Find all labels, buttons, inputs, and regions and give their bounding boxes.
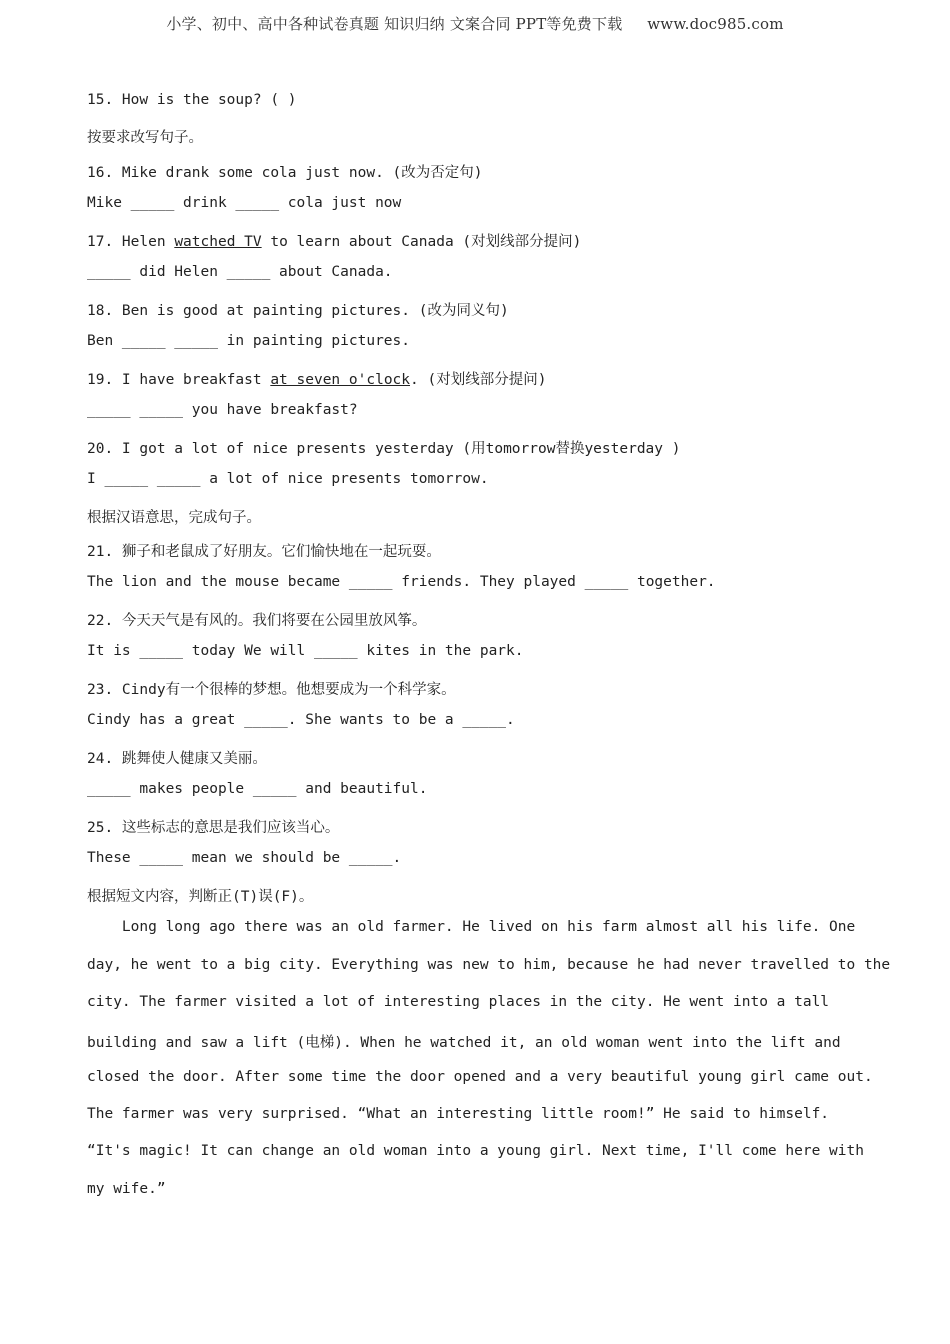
- answer-20: I _____ _____ a lot of nice presents tomorrow.: [87, 471, 489, 487]
- question-21: 21. 狮子和老鼠成了好朋友。它们愉快地在一起玩耍。: [87, 544, 441, 560]
- answer-21: The lion and the mouse became _____ friends. They played _____ together.: [87, 574, 716, 590]
- section-heading-translate: 根据汉语意思，完成句子。: [87, 510, 261, 526]
- question-18: 18. Ben is good at painting pictures. (改为同义句): [87, 303, 509, 319]
- q19-underlined: at seven o'clock: [270, 372, 411, 388]
- answer-19: _____ _____ you have breakfast?: [87, 402, 358, 418]
- q17-pre: 17. Helen: [87, 234, 175, 250]
- question-24: 24. 跳舞使人健康又美丽。: [87, 751, 267, 767]
- question-16: 16. Mike drank some cola just now. (改为否定句): [87, 165, 483, 181]
- q19-pre: 19. I have breakfast: [87, 372, 271, 388]
- answer-25: These _____ mean we should be _____.: [87, 850, 402, 866]
- q19-post: . (对划线部分提问): [410, 372, 547, 388]
- header-text: 小学、初中、高中各种试卷真题 知识归纳 文案合同 PPT等免费下载: [166, 15, 623, 33]
- passage-line: “It's magic! It can change an old woman into a young girl. Next time, I'll come here with: [87, 1143, 864, 1159]
- passage-line: closed the door. After some time the door opened and a very beautiful young girl came out.: [87, 1069, 873, 1085]
- question-22: 22. 今天天气是有风的。我们将要在公园里放风筝。: [87, 613, 427, 629]
- answer-23: Cindy has a great _____. She wants to be a _____.: [87, 712, 515, 728]
- question-17: [87, 230, 581, 251]
- question-15: 15. How is the soup? ( ): [87, 92, 297, 108]
- passage-line: building and saw a lift (电梯). When he watched it, an old woman went into the lift and: [87, 1035, 841, 1051]
- passage-line: day, he went to a big city. Everything was new to him, because he had never travelled to the: [87, 957, 891, 973]
- passage-line: The farmer was very surprised. “What an interesting little room!” He said to himself.: [87, 1106, 830, 1122]
- section-heading-true-false: 根据短文内容，判断正(T)误(F)。: [87, 889, 314, 905]
- q17-post: to learn about Canada (对划线部分提问): [261, 234, 582, 250]
- question-20: 20. I got a lot of nice presents yesterday (用tomorrow替换yesterday ): [87, 441, 681, 457]
- header-site: www.doc985.com: [647, 15, 784, 33]
- answer-22: It is _____ today We will _____ kites in the park.: [87, 643, 524, 659]
- answer-18: Ben _____ _____ in painting pictures.: [87, 333, 411, 349]
- section-heading-rewrite: 按要求改写句子。: [87, 130, 203, 146]
- page-header: [0, 13, 950, 34]
- passage-line: my wife.”: [87, 1181, 166, 1197]
- question-25: 25. 这些标志的意思是我们应该当心。: [87, 820, 340, 836]
- passage-line: city. The farmer visited a lot of interesting places in the city. He went into a tall: [87, 994, 830, 1010]
- q17-underlined: watched TV: [174, 234, 262, 250]
- answer-16: Mike _____ drink _____ cola just now: [87, 195, 402, 211]
- answer-24: _____ makes people _____ and beautiful.: [87, 781, 428, 797]
- question-23: 23. Cindy有一个很棒的梦想。他想要成为一个科学家。: [87, 682, 456, 698]
- question-19: [87, 368, 546, 389]
- passage-line: Long long ago there was an old farmer. He lived on his farm almost all his life. One: [87, 919, 856, 935]
- answer-17: _____ did Helen _____ about Canada.: [87, 264, 393, 280]
